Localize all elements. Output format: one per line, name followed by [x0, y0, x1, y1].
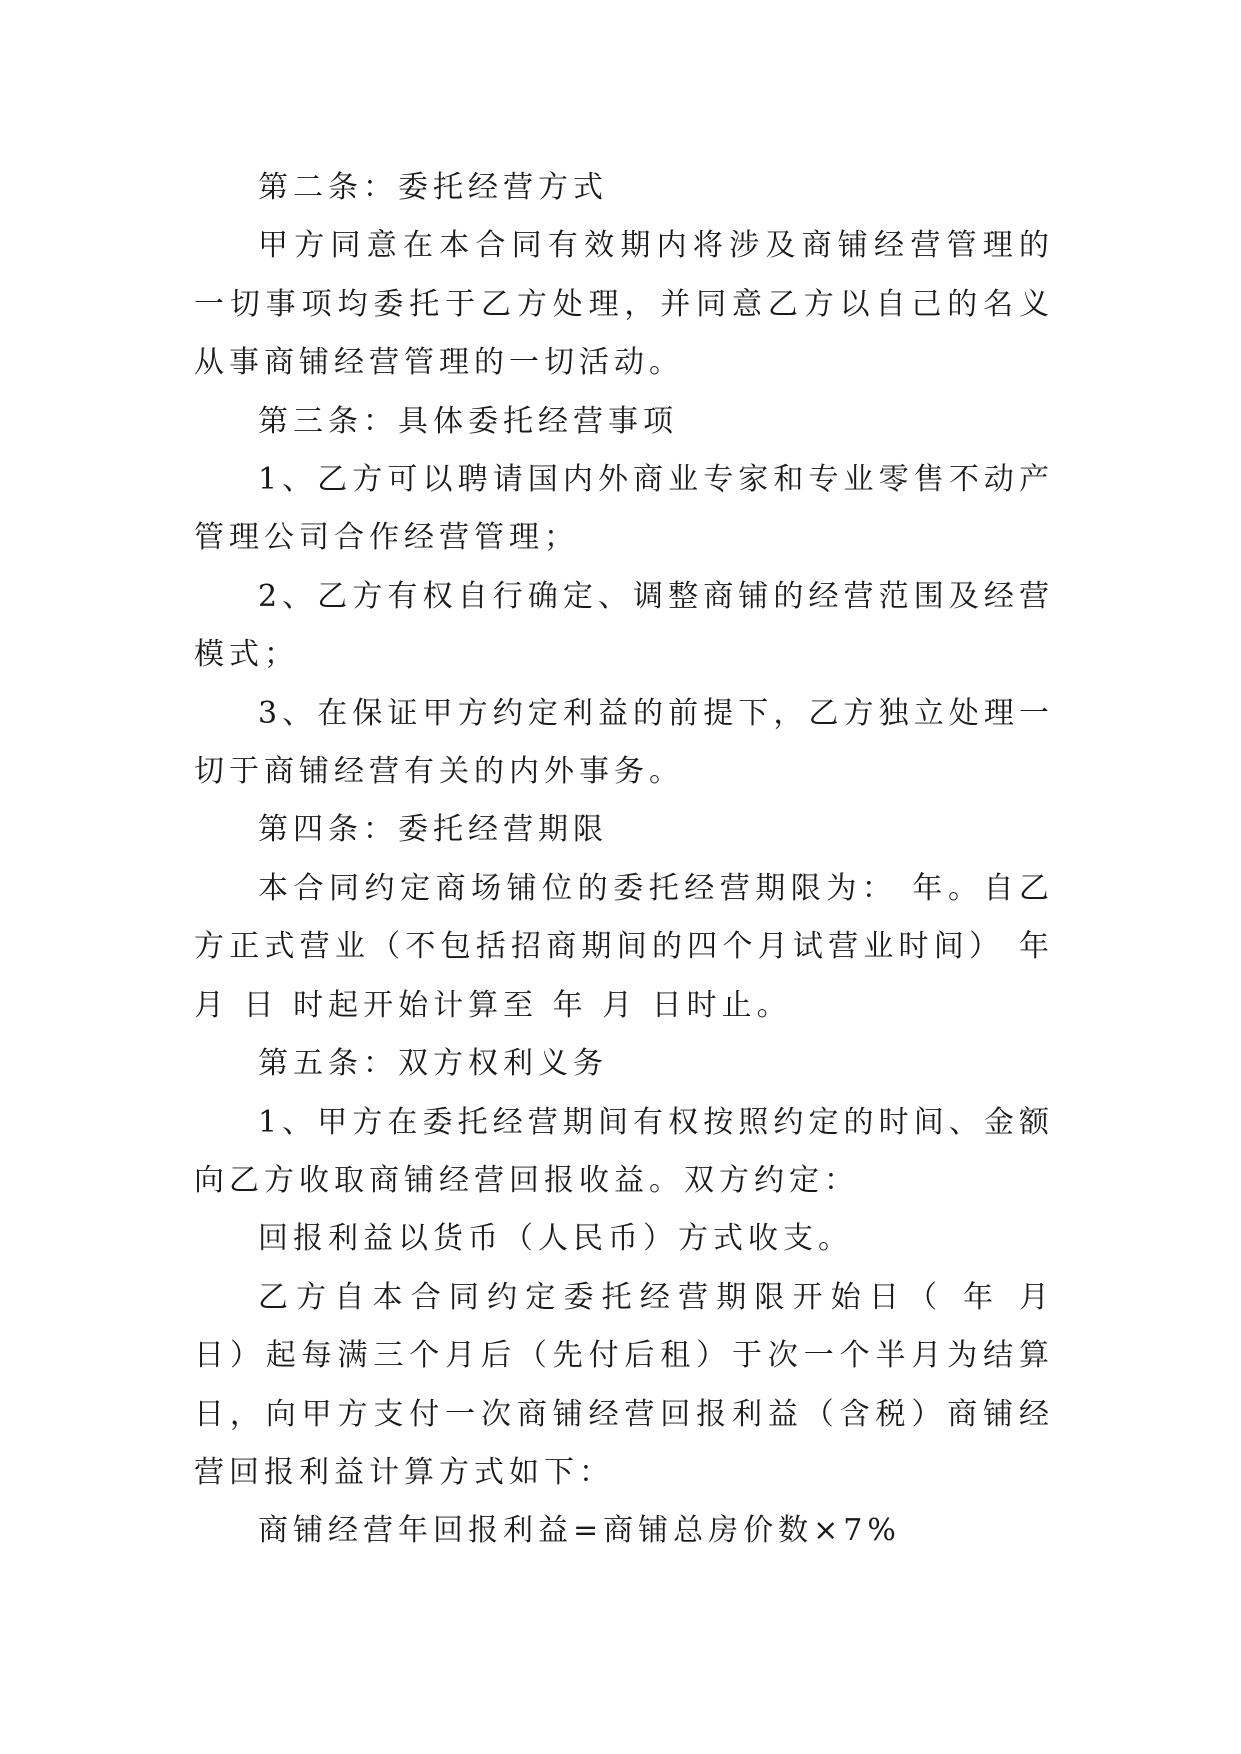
document-body: [194, 159, 1069, 1561]
paragraph: 乙方自本合同约定委托经营期限开始日（ 年 月 日）起每满三个月后（先付后租）于次一个半月为结算日，向甲方支付一次商铺经营回报利益（含税）商铺经营回报利益计算方式如下：: [194, 1279, 1069, 1490]
list-item: 3、在保证甲方约定利益的前提下，乙方独立处理一切于商铺经营有关的内外事务。: [194, 695, 1054, 790]
list-item: 2、乙方有权自行确定、调整商铺的经营范围及经营模式；: [194, 578, 1054, 673]
formula: 商铺经营年回报利益=商铺总房价数×7%: [258, 1513, 901, 1549]
heading-article-5: 第五条：双方权利义务: [258, 1046, 608, 1082]
paragraph: 回报利益以货币（人民币）方式收支。: [258, 1221, 853, 1257]
paragraph: 甲方同意在本合同有效期内将涉及商铺经营管理的一切事项均委托于乙方处理，并同意乙方以自己的名义从事商铺经营管理的一切活动。: [194, 228, 1054, 381]
heading-article-3: 第三条：具体委托经营事项: [258, 403, 678, 439]
list-item: 1、甲方在委托经营期间有权按照约定的时间、金额向乙方收取商铺经营回报收益。双方约定：: [194, 1104, 1054, 1198]
heading-article-2: 第二条：委托经营方式: [258, 170, 608, 205]
list-item: 1、乙方可以聘请国内外商业专家和专业零售不动产管理公司合作经营管理；: [194, 462, 1054, 556]
paragraph: 本合同约定商场铺位的委托经营期限为： 年。自乙方正式营业（不包括招商期间的四个月试营业时间） 年 月 日 时起开始计算至 年 月 日时止。: [194, 870, 1069, 1023]
heading-article-4: 第四条：委托经营期限: [258, 812, 608, 848]
